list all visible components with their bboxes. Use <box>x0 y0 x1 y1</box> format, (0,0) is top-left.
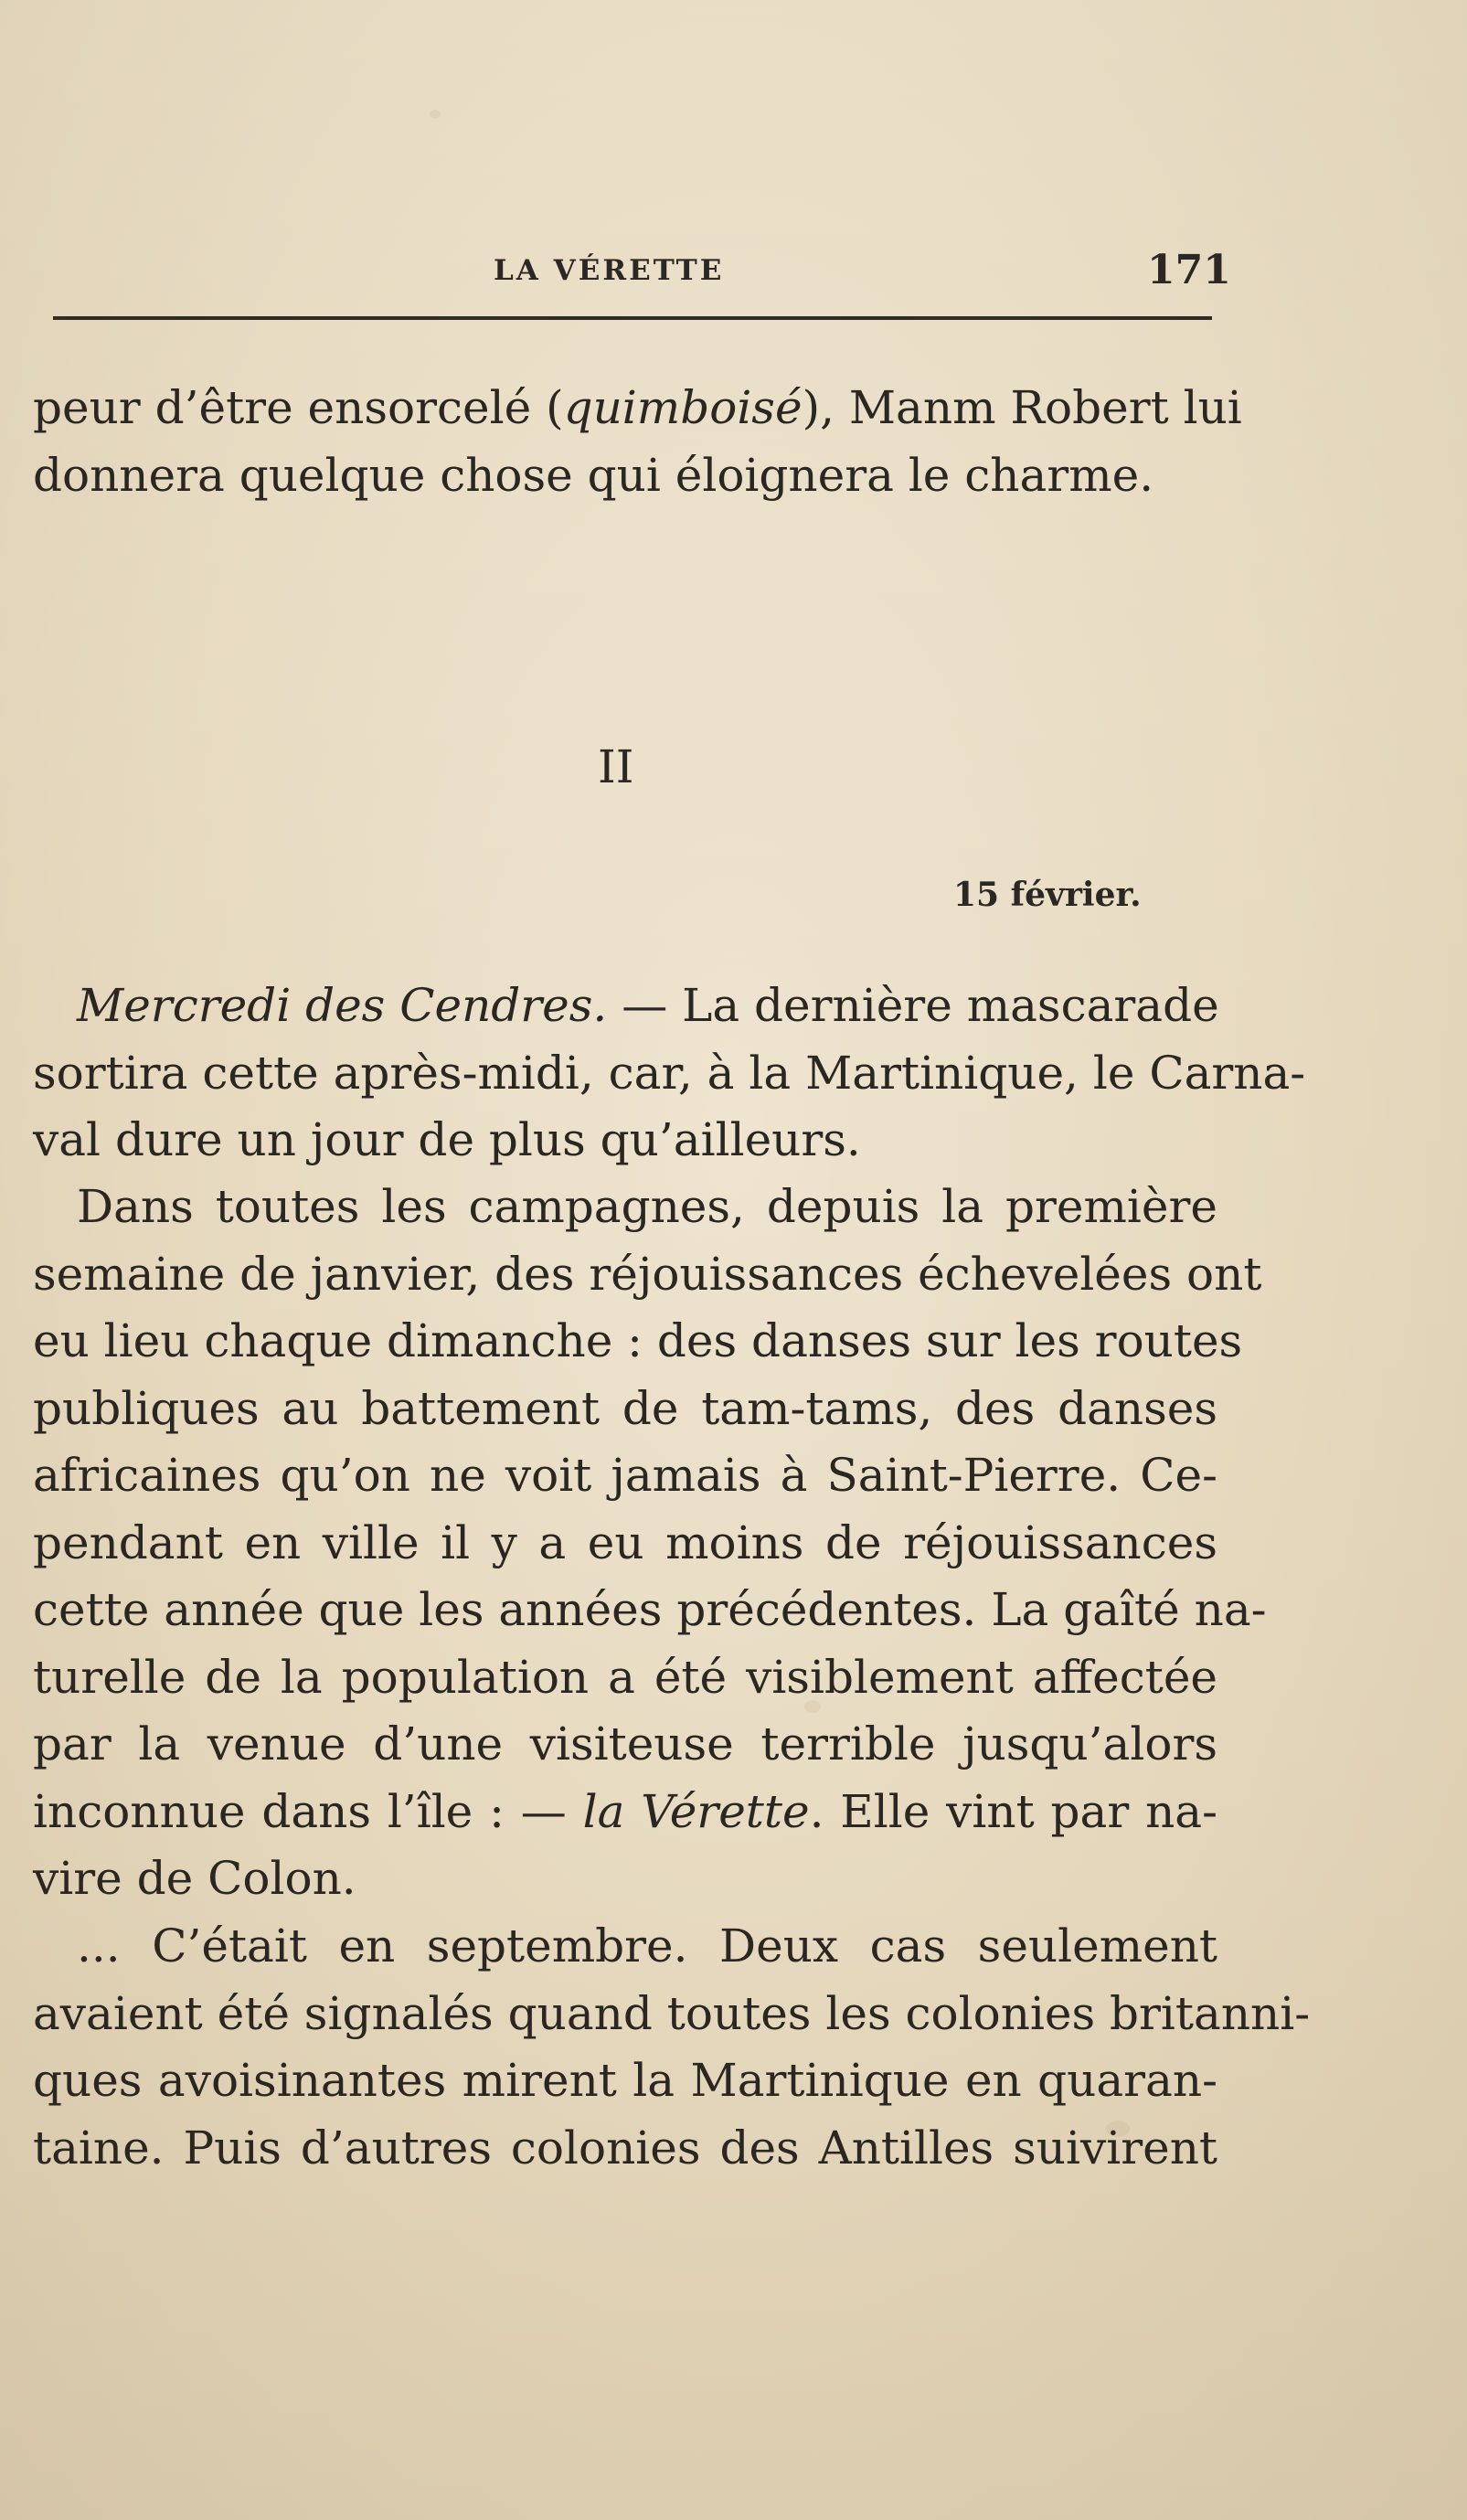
italic-term: quimboisé <box>563 381 803 434</box>
text-line: Dans toutes les campagnes, depuis la première <box>77 1180 1217 1233</box>
text-line: donnera quelque chose qui éloignera le charme. <box>33 448 1154 502</box>
text-line: avaient été signalés quand toutes les colonies britanni- <box>33 1986 1311 2040</box>
text-line: par la venue d’une visiteuse terrible jusqu’alors <box>33 1717 1217 1770</box>
foxing-spot <box>430 110 441 119</box>
paragraph-lead: Mercredi des Cendres. <box>77 979 608 1032</box>
text-line <box>33 375 1242 442</box>
text-line: ques avoisinantes mirent la Martinique en quaran- <box>33 2054 1217 2107</box>
text-line: semaine de janvier, des réjouissances échevelées ont <box>33 1247 1262 1301</box>
opening-line-1: peur d’être ensorcelé (quimboisé), Manm Robert lui <box>33 381 1242 434</box>
text-line: sortira cette après-midi, car, à la Martinique, le Carna- <box>33 1046 1306 1100</box>
paragraph-1 <box>33 973 1306 1175</box>
text-line: val dure un jour de plus qu’ailleurs. <box>33 1113 861 1166</box>
text-line: publiques au battement de tam-tams, des danses <box>33 1381 1217 1435</box>
text-line: africaines qu’on ne voit jamais à Saint-Pierre. Ce- <box>33 1449 1217 1502</box>
header-rule <box>53 316 1212 320</box>
running-head <box>0 247 1467 302</box>
opening-paragraph <box>33 375 1242 509</box>
page-number: 171 <box>1147 247 1231 293</box>
paragraph-2 <box>33 1174 1267 1913</box>
text-line: ... C’était en septembre. Deux cas seulement <box>77 1919 1217 1972</box>
paragraph-3 <box>33 1913 1311 2182</box>
text-line: taine. Puis d’autres colonies des Antilles suivirent <box>33 2121 1217 2174</box>
text-line: turelle de la population a été visiblement affectée <box>33 1650 1217 1704</box>
dateline: 15 février. <box>953 876 1142 914</box>
text-line: inconnue dans l’île : — la Vérette. Elle vint par na- <box>33 1784 1217 1838</box>
text-line: cette année que les années précédentes. La gaîté na- <box>33 1583 1267 1636</box>
italic-term: la Vérette <box>582 1784 810 1838</box>
text-line: vire de Colon. <box>33 1852 356 1905</box>
section-numeral: II <box>598 740 634 793</box>
running-title: LA VÉRETTE <box>494 254 725 287</box>
text-line: pendant en ville il y a eu moins de réjouissances <box>33 1515 1217 1569</box>
text-line: eu lieu chaque dimanche : des danses sur les routes <box>33 1314 1243 1367</box>
text-line <box>33 973 1217 1040</box>
paragraph-1-line-1: — La dernière mascarade <box>607 979 1219 1032</box>
